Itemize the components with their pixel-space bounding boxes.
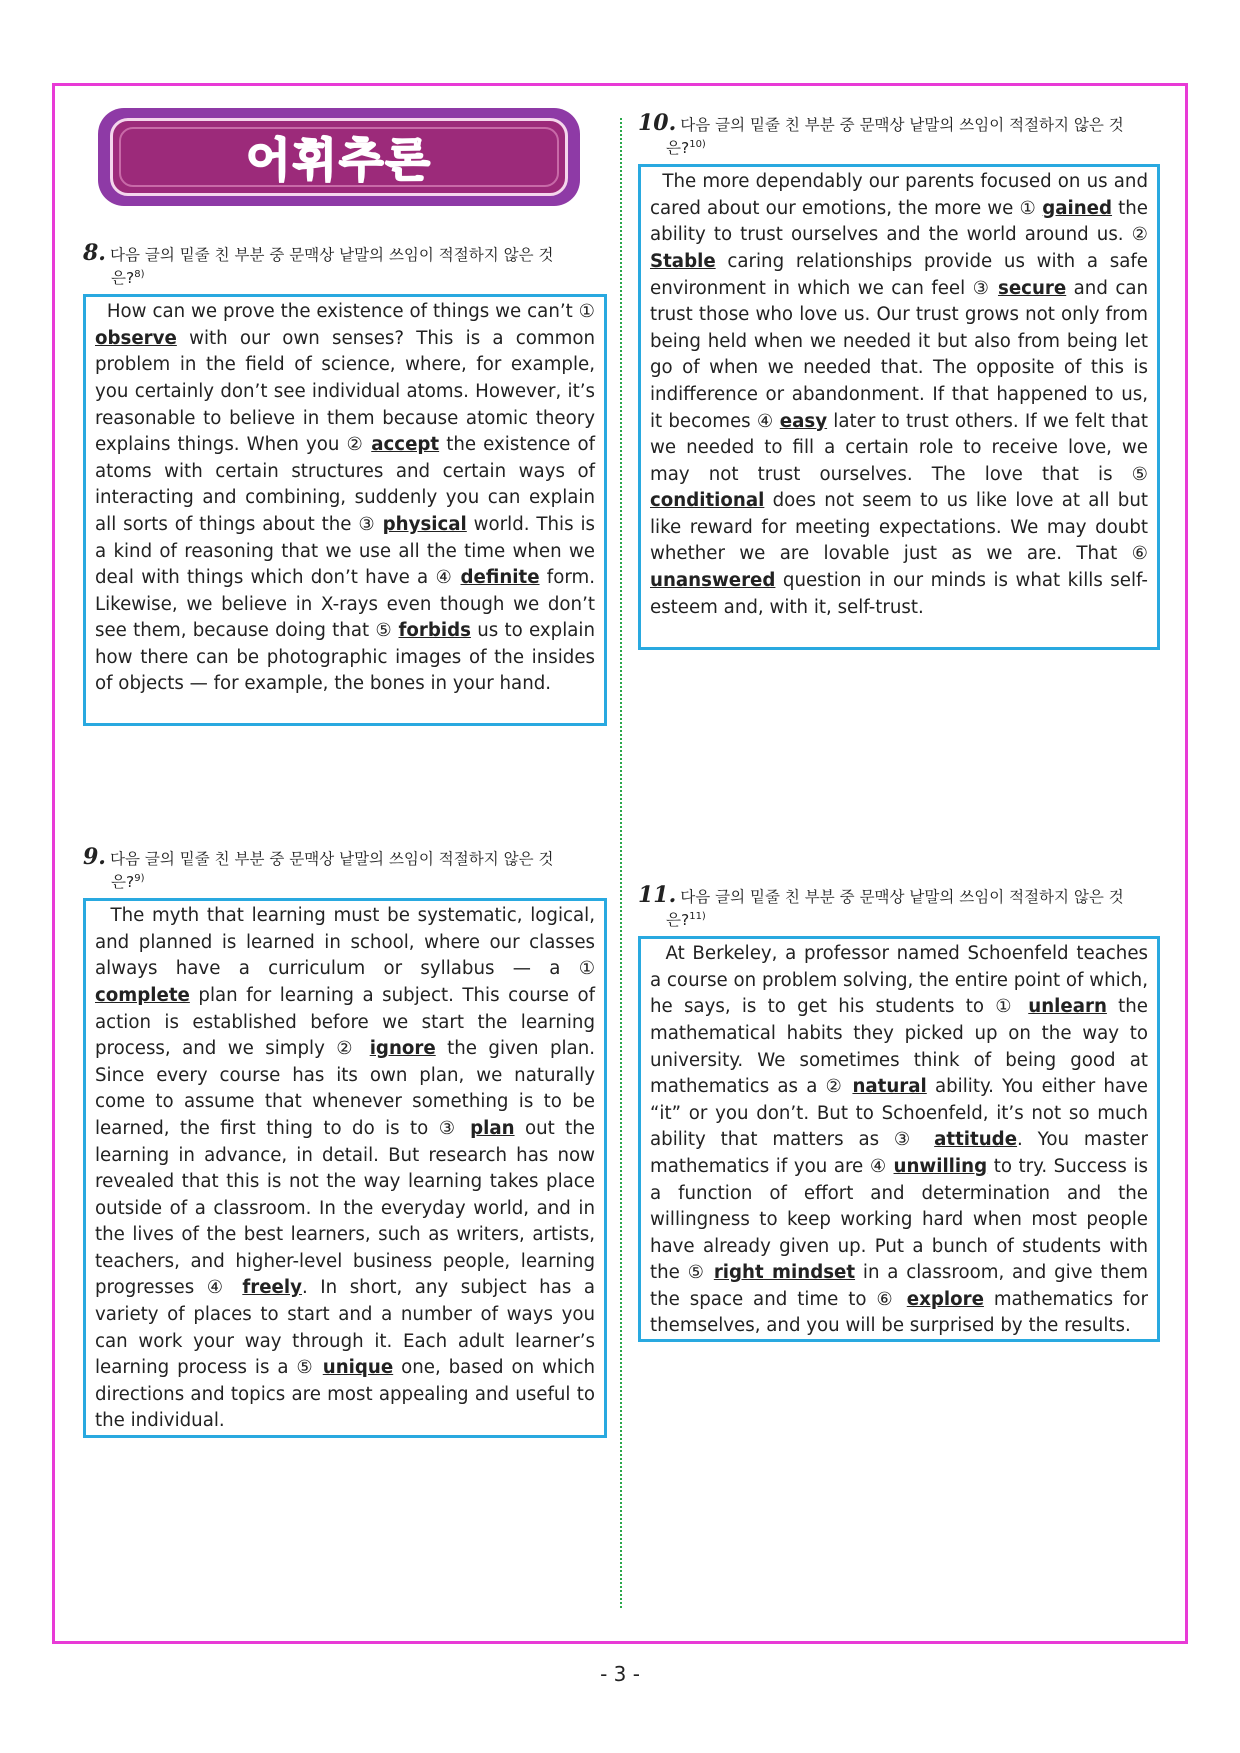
passage-box: The myth that learning must be systematic, logical, and planned is learned in school, where our classes always have a curriculum or syllabus — a ① complete plan for learning a subject. This course of action is established before we start the learning process, and we simply ② ignore the given plan. Since every course has its own plan, we naturally come to assume that whenever something is to be learned, the first thing to do is to ③ plan out the learning in advance, in detail. But research has now revealed that this is not the way learning takes place outside of a classroom. In the everyday world, and in the lives of the best learners, such as writers, artists, teachers, and higher-level business people, learning progresses ④ freely. In short, any subject has a variety of places to start and a number of ways you can work your way through it. Each adult learner’s learning process is a ⑤ unique one, based on which directions and topics are most appealing and useful to the individual. [83,898,607,1438]
underlined-word: definite [460,567,540,589]
underlined-word: unique [322,1357,394,1379]
footnote-marker: 10) [689,139,706,150]
underlined-word: accept [371,434,440,456]
page-number: - 3 - [600,1662,640,1686]
question-number: 11. [638,882,677,908]
underlined-word: gained [1042,197,1113,219]
underlined-word: explore [906,1288,984,1310]
underlined-word: Stable [650,250,716,272]
underlined-word: unwilling [893,1155,988,1177]
question-number: 10. [638,110,677,136]
underlined-word: ignore [369,1038,436,1060]
column-divider [620,118,622,1608]
underlined-word: freely [242,1277,302,1299]
underlined-word: forbids [398,620,471,642]
underlined-word: unanswered [650,570,776,592]
footnote-marker: 9) [134,873,145,884]
question-8 [83,240,607,726]
passage-box: How can we prove the existence of things we can’t ① observe with our own senses? This is a common problem in the field of science, where, for example, you certainly don’t see individual atoms. However, it’s reasonable to believe in them because atomic theory explains things. When you ② accept the existence of atoms with certain structures and certain ways of interacting and combining, suddenly you can explain all sorts of things about the ③ physical world. This is a kind of reasoning that we use all the time when we deal with things which don’t have a ④ definite form. Likewise, we believe in X-rays even though we don’t see them, because doing that ⑤ forbids us to explain how there can be photographic images of the insides of objects — for example, the bones in your hand. [83,294,607,726]
question-prompt: 9. 다음 글의 밑줄 친 부분 중 문맥상 낱말의 쓰임이 적절하지 않은 것 은?$^{9)}$ [83,844,554,892]
underlined-word: complete [95,984,190,1006]
underlined-word: unlearn [1028,996,1107,1018]
question-prompt: 11. 다음 글의 밑줄 친 부분 중 문맥상 낱말의 쓰임이 적절하지 않은 것 은?$^{11)}$ [638,882,1124,930]
underlined-word: physical [382,513,467,535]
question-number: 8. [83,240,106,266]
underlined-word: right mindset [713,1262,856,1284]
footnote-marker: 8) [134,269,145,280]
underlined-word: plan [470,1117,515,1139]
question-9 [83,844,607,1438]
question-prompt: 8. 다음 글의 밑줄 친 부분 중 문맥상 낱말의 쓰임이 적절하지 않은 것 은?$^{8)}$ [83,240,554,288]
underlined-word: observe [95,327,177,349]
underlined-word: natural [852,1076,927,1098]
footnote-marker: 11) [689,911,706,922]
question-10 [638,110,1160,650]
question-prompt: 10. 다음 글의 밑줄 친 부분 중 문맥상 낱말의 쓰임이 적절하지 않은 것 은?$^{10)}$ [638,110,1124,158]
section-banner [98,108,580,206]
section-title: 어휘추론 [246,133,432,187]
underlined-word: secure [998,277,1067,299]
underlined-word: conditional [650,490,765,512]
passage-box: At Berkeley, a professor named Schoenfeld teaches a course on problem solving, the entire point of which, he says, is to get his students to ① unlearn the mathematical habits they picked up on the way to university. We sometimes think of being good at mathematics as a ② natural ability. You either have “it” or you don’t. But to Schoenfeld, it’s not so much ability that matters as ③ attitude. You master mathematics if you are ④ unwilling to try. Success is a function of effort and determination and the willingness to keep working hard when most people have already given up. Put a bunch of students with the ⑤ right mindset in a classroom, and give them the space and time to ⑥ explore mathematics for themselves, and you will be surprised by the results. [638,936,1160,1342]
underlined-word: attitude [934,1129,1018,1151]
question-number: 9. [83,844,106,870]
underlined-word: easy [779,410,828,432]
question-11 [638,882,1160,1342]
passage-box: The more dependably our parents focused on us and cared about our emotions, the more we ① gained the ability to trust ourselves and the world around us. ② Stable caring relationships provide us with a safe environment in which we can feel ③ secure and can trust those who love us. Our trust grows not only from being held when we needed it but also from being let go of when we needed that. The opposite of this is indifference or abandonment. If that happened to us, it becomes ④ easy later to trust others. If we felt that we needed to fill a certain role to receive love, we may not trust ourselves. The love that is ⑤ conditional does not seem to us like love at all but like reward for meeting expectations. We may doubt whether we are lovable just as we are. That ⑥ unanswered question in our minds is what kills self-esteem and, with it, self-trust. [638,164,1160,650]
